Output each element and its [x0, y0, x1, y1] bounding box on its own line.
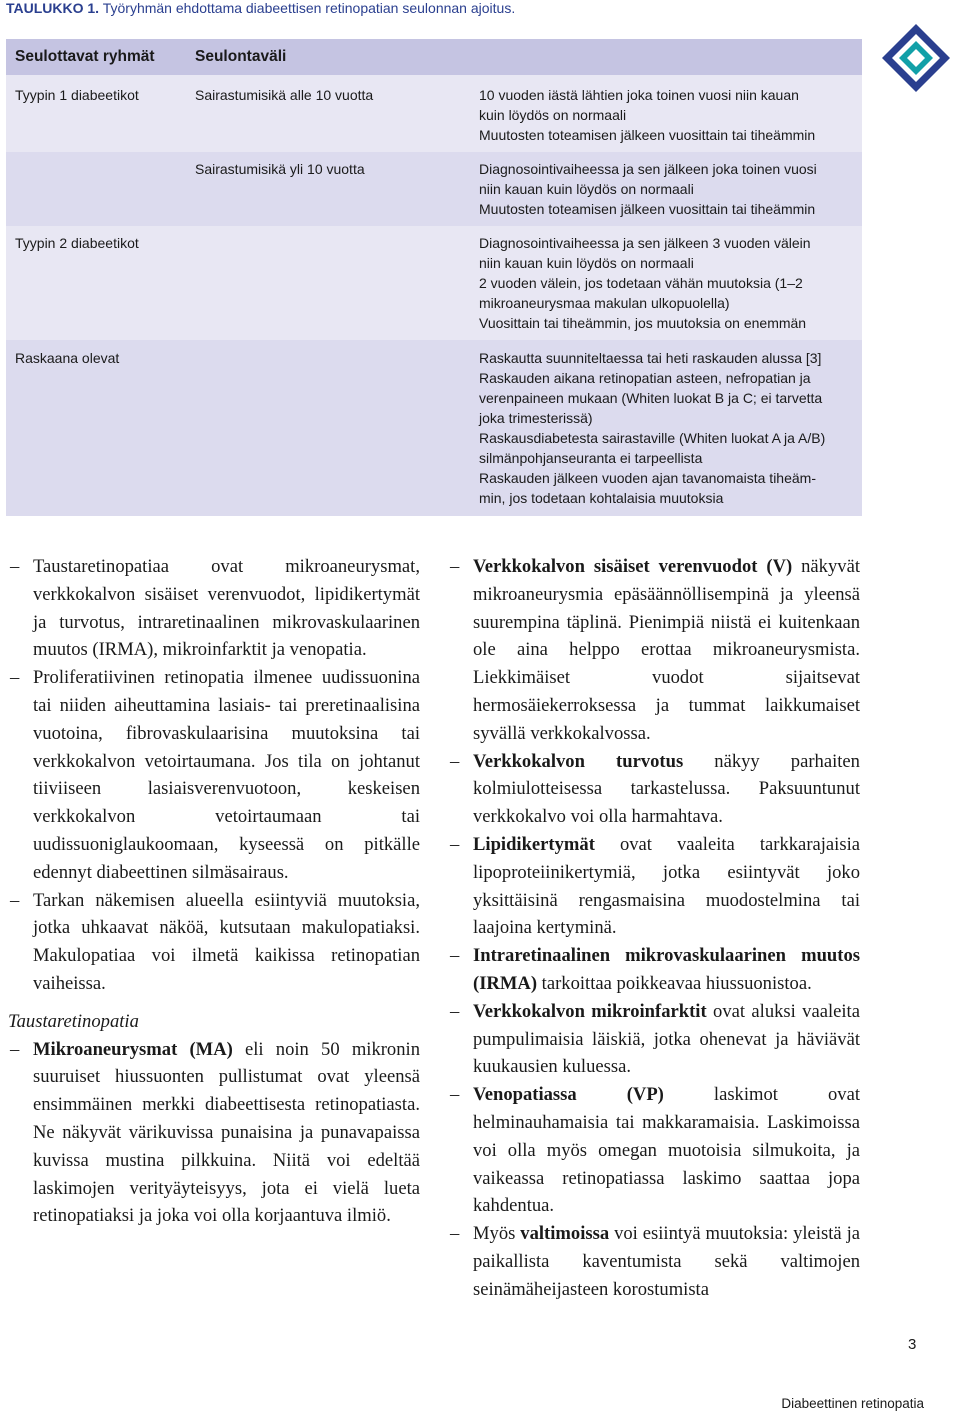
- paragraph-text: eli noin 50 mikronin suuruiset hiussuonten pullistumat ovat yleensä ensimmäinen merkki diabeettisesta retinopatiasta. Ne näkyvät värikuvissa punaisina ja punavapaissa kuvissa mustina pilkkuina. Niitä voi edeltää laskimojen verityäyteisyys, jota ei vielä lueta retinopatiaksi ja joka voi olla korjaantuva ilmiö.: [33, 1038, 420, 1227]
- paragraph-text: tarkoittaa poikkeavaa hiussuonistoa.: [537, 972, 812, 994]
- interval-line: mikroaneurysmaa makulan ulkopuolella): [479, 295, 730, 311]
- interval-line: Raskautta suunniteltaessa tai heti raskauden alussa [3]: [479, 350, 822, 366]
- term: Verkkokalvon turvotus: [473, 750, 684, 772]
- bullet-paragraph: [448, 1081, 860, 1220]
- table-row: [6, 226, 862, 340]
- bullet-paragraph: [8, 553, 420, 664]
- cell-interval: [465, 340, 862, 516]
- table-row: [6, 152, 862, 226]
- header-groups: Seulottavat ryhmät: [6, 39, 185, 75]
- term: Verkkokalvon mikroinfarktit: [473, 1000, 707, 1022]
- cell-interval: [465, 152, 862, 226]
- paragraph-text: laskimot ovat helminauhamaisia tai makkaramaisia. Laskimoissa voi olla myös omegan muotoisia silmukoita, ja vaikeassa retinopatiassa laskimo saattaa jopa kahdentua.: [473, 1084, 860, 1217]
- section-heading: Taustaretinopatia: [8, 1010, 139, 1032]
- bullet-paragraph: [8, 1036, 420, 1231]
- table-caption: [6, 0, 515, 16]
- table-header-row: [6, 39, 862, 75]
- interval-line: Muutosten toteamisen jälkeen vuosittain tai tiheämmin: [479, 201, 816, 217]
- term: valtimoissa: [520, 1223, 610, 1245]
- bullet-paragraph: [448, 831, 860, 942]
- paragraph-text: ovat vaaleita tarkkarajaisia lipoproteiinikertymiä, jotka esiintyvät joko yksittäisinä rengasmaisina muodostelmina tai laajoina kertyminä.: [473, 833, 860, 939]
- left-column: [8, 553, 420, 1230]
- cell-age: Sairastumisikä yli 10 vuotta: [185, 152, 465, 226]
- caption-label: TAULUKKO 1.: [6, 0, 100, 16]
- caption-text: Työryhmän ehdottama diabeettisen retinopatian seulonnan ajoitus.: [99, 0, 516, 16]
- paragraph-text: näkyvät mikroaneurysmia epäsäännöllisempinä ja yleensä suurempina täplinä. Pienimpiä niistä ei kuitenkaan ole aina helppo erottaa mikroaneurysmista. Liekkimäiset vuodot sijaitsevat hermosäiekerroksessa ja tummat laikkumaiset syvällä verkkokalvossa.: [473, 556, 860, 744]
- bullet-paragraph: [448, 998, 860, 1081]
- bullet-paragraph: [448, 553, 860, 748]
- cell-group: Tyypin 2 diabeetikot: [6, 226, 185, 340]
- cell-interval: [465, 75, 862, 152]
- term: Lipidikertymät: [473, 833, 595, 855]
- interval-line: Diagnosointivaiheessa ja sen jälkeen joka toinen vuosi: [479, 161, 817, 177]
- diamond-logo-icon: [880, 22, 952, 94]
- bullet-paragraph: [448, 942, 860, 998]
- interval-line: verenpaineen mukaan (Whiten luokat B ja C; ei tarvetta: [479, 390, 823, 406]
- interval-line: kuin löydös on normaali: [479, 107, 627, 123]
- cell-group: Raskaana olevat: [6, 340, 185, 516]
- table-row: [6, 340, 862, 516]
- cell-age: Sairastumisikä alle 10 vuotta: [185, 75, 465, 152]
- paragraph-text: Taustaretinopatiaa ovat mikroaneurysmat, verkkokalvon sisäiset verenvuodot, lipidikertymät ja turvotus, intraretinaalinen mikrovaskulaarinen muutos (IRMA), mikroinfarktit ja venopatia.: [33, 556, 420, 661]
- paragraph-text: Tarkan näkemisen alueella esiintyviä muutoksia, jotka uhkaavat näköä, kutsutaan makulopatiaksi. Makulopatiaa voi ilmetä kaikissa retinopatian vaiheissa.: [33, 889, 420, 994]
- term: Venopatiassa (VP): [473, 1084, 664, 1106]
- interval-line: joka trimesterissä): [479, 410, 593, 426]
- bullet-paragraph: [8, 664, 420, 886]
- paragraph-text: voi esiintyä muutoksia: yleistä ja paikallista kaventumista sekä valtimojen seinämäheijasteen korostumista: [473, 1223, 860, 1300]
- cell-group: [6, 152, 185, 226]
- interval-line: niin kauan kuin löydös on normaali: [479, 255, 694, 271]
- footer-title: Diabeettinen retinopatia: [781, 1396, 924, 1411]
- term: Verkkokalvon sisäiset verenvuodot (V): [473, 556, 793, 577]
- screening-table: [6, 39, 862, 516]
- cell-group: Tyypin 1 diabeetikot: [6, 75, 185, 152]
- term: Intraretinaalinen mikrovaskulaarinen muutos (IRMA): [473, 945, 860, 994]
- interval-line: silmänpohjanseuranta ei tarpeellista: [479, 450, 703, 466]
- cell-age: [185, 340, 465, 516]
- interval-line: niin kauan kuin löydös on normaali: [479, 181, 694, 197]
- interval-line: Diagnosointivaiheessa ja sen jälkeen 3 vuoden välein: [479, 235, 811, 251]
- paragraph-text: ovat aluksi vaaleita pumpulimaisia läiskiä, jotka ohenevat ja häviävät kuukausien kuluessa.: [473, 1000, 860, 1078]
- header-interval: Seulontaväli: [185, 39, 465, 75]
- cell-age: [185, 226, 465, 340]
- interval-line: min, jos todetaan kohtalaisia muutoksia: [479, 490, 724, 506]
- term: Mikroaneurysmat (MA): [33, 1038, 233, 1060]
- bullet-paragraph: [448, 1220, 860, 1303]
- bullet-paragraph: [448, 748, 860, 831]
- interval-line: Muutosten toteamisen jälkeen vuosittain tai tiheämmin: [479, 127, 816, 143]
- cell-interval: [465, 226, 862, 340]
- right-column: [448, 553, 860, 1304]
- interval-line: 2 vuoden välein, jos todetaan vähän muutoksia (1–2: [479, 275, 803, 291]
- interval-line: Raskauden jälkeen vuoden ajan tavanomaista tiheäm-: [479, 470, 816, 486]
- paragraph-text: Proliferatiivinen retinopatia ilmenee uudissuonina tai niiden aiheuttamina lasiais- tai preretinaalisina vuotoina, fibrovaskulaarisina muutoksina tai verkkokalvon vetoirtaumana. Jos tila on johtanut tiiviiseen lasiaisverenvuotoon, keskeisen verkkokalvon vetoirtaumaan tai uudissuoniglaukoomaan, kyseessä on pitkälle edennyt diabeettinen silmäsairaus.: [33, 667, 420, 883]
- interval-line: Raskausdiabetesta sairastaville (Whiten luokat A ja A/B): [479, 430, 826, 446]
- header-empty: [465, 39, 862, 75]
- paragraph-text: näkyy parhaiten kolmiulotteisessa tarkastelussa. Paksuuntunut verkkokalvo voi olla harmahtava.: [473, 750, 860, 828]
- bullet-paragraph: [8, 887, 420, 998]
- interval-line: 10 vuoden iästä lähtien joka toinen vuosi niin kauan: [479, 87, 799, 103]
- page-number: 3: [908, 1336, 917, 1353]
- paragraph-text: Myös: [473, 1223, 521, 1245]
- interval-line: Raskauden aikana retinopatian asteen, nefropatian ja: [479, 370, 811, 386]
- table-row: [6, 75, 862, 152]
- interval-line: Vuosittain tai tiheämmin, jos muutoksia on enemmän: [479, 315, 807, 331]
